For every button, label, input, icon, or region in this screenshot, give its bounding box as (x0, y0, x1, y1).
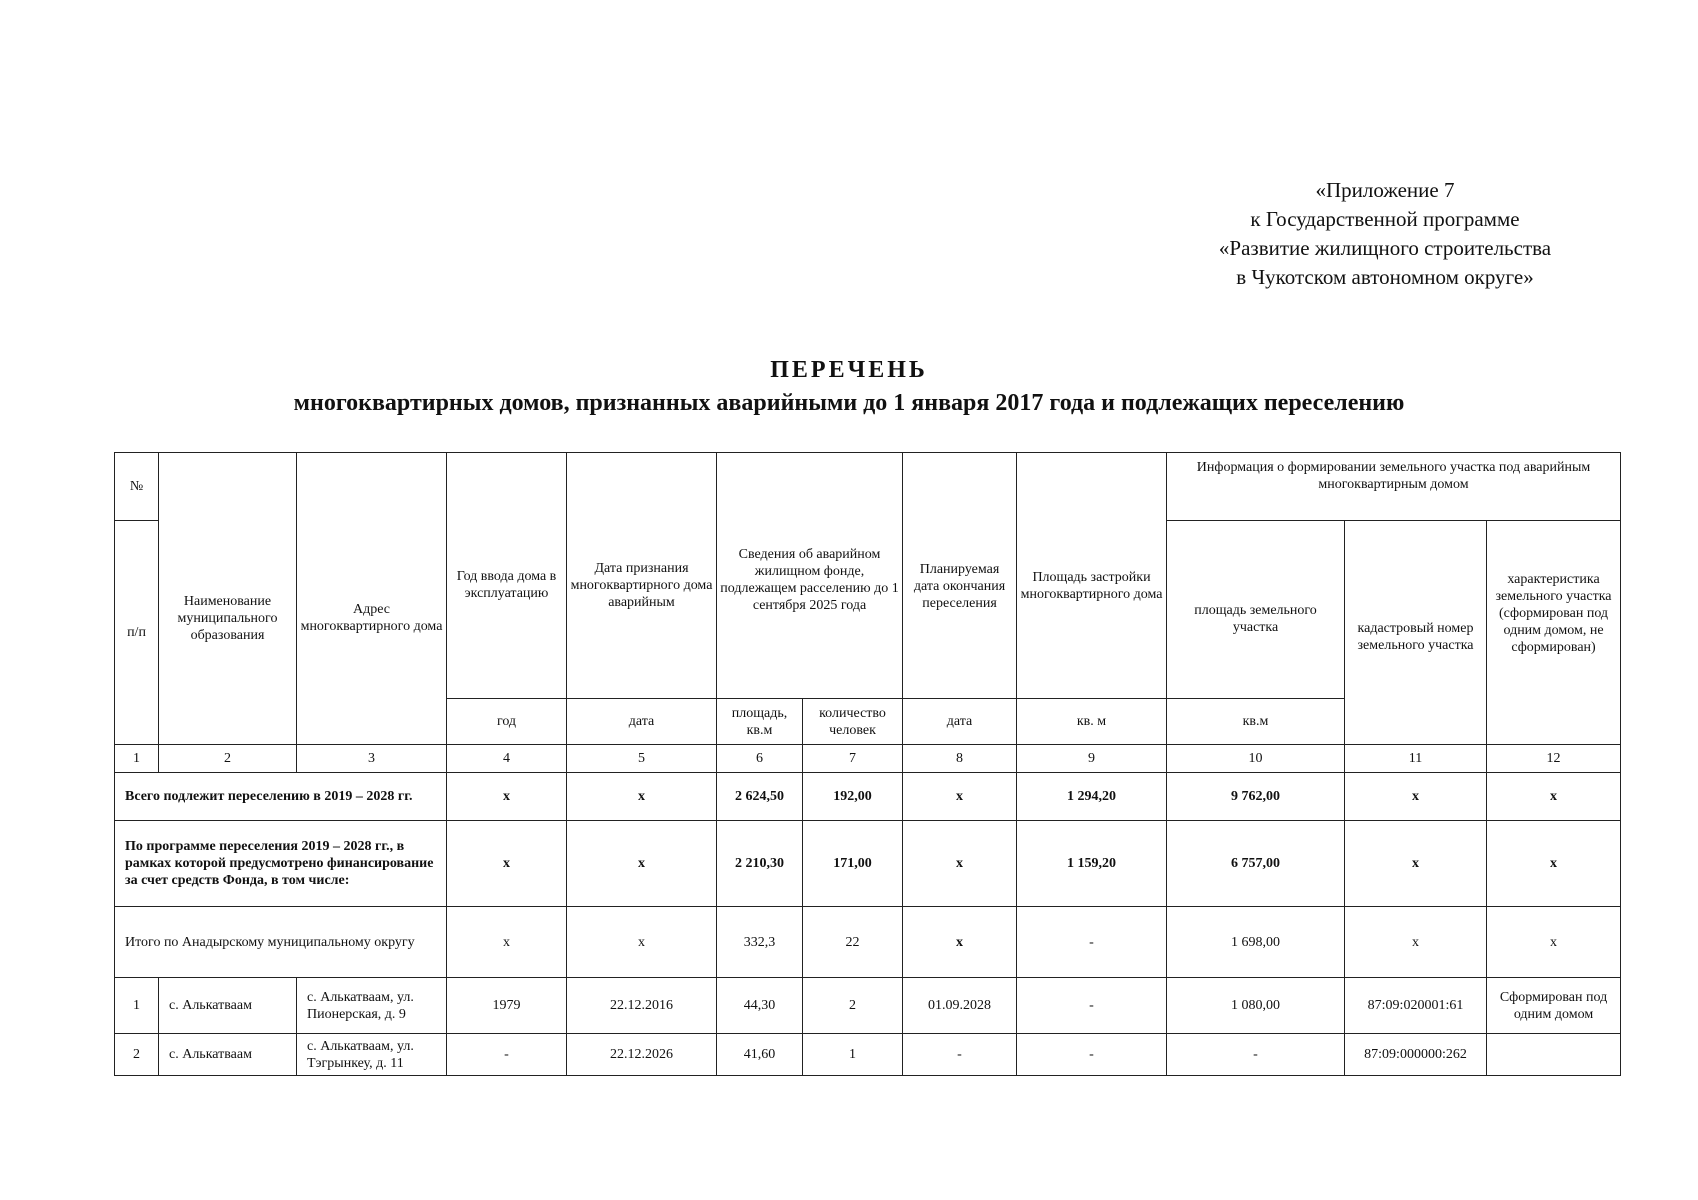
col-number: 5 (567, 745, 717, 773)
header-municipality: Наименование муниципального образования (159, 453, 297, 745)
page-title: ПЕРЕЧЕНЬ (770, 357, 928, 383)
cell-cadastral: 87:09:000000:262 (1345, 1034, 1487, 1076)
cell-building-area: - (1017, 978, 1167, 1034)
col-number: 1 (115, 745, 159, 773)
cell-planned: x (903, 821, 1017, 907)
cell-municipality: с. Алькатваам (159, 978, 297, 1034)
cell-date: x (567, 907, 717, 978)
unit-people: количество человек (803, 699, 903, 745)
col-number: 12 (1487, 745, 1621, 773)
cell-area: 332,3 (717, 907, 803, 978)
cell-area: 41,60 (717, 1034, 803, 1076)
col-number: 6 (717, 745, 803, 773)
cell-land-area: 6 757,00 (1167, 821, 1345, 907)
cell-people: 2 (803, 978, 903, 1034)
header-cadastral: кадастровый номер земельного участка (1345, 521, 1487, 745)
header-planned-date: Планируемая дата окончания переселения (903, 453, 1017, 699)
cell-year: x (447, 821, 567, 907)
col-number: 2 (159, 745, 297, 773)
cell-year: 1979 (447, 978, 567, 1034)
header-year-built: Год ввода дома в эксплуатацию (447, 453, 567, 699)
cell-planned: 01.09.2028 (903, 978, 1017, 1034)
col-number: 9 (1017, 745, 1167, 773)
cell-date: x (567, 773, 717, 821)
header-row (115, 453, 1621, 521)
col-number: 3 (297, 745, 447, 773)
header-land-info: Информация о формировании земельного участка под аварийным многоквартирным домом (1167, 453, 1621, 521)
appendix-note (1160, 176, 1610, 292)
col-number: 8 (903, 745, 1017, 773)
unit-date: дата (567, 699, 717, 745)
cell-cadastral: x (1345, 773, 1487, 821)
summary-row-total (115, 773, 1621, 821)
cell-land-area: 9 762,00 (1167, 773, 1345, 821)
column-numbers-row (115, 745, 1621, 773)
cell-area: 2 210,30 (717, 821, 803, 907)
unit-area: площадь, кв.м (717, 699, 803, 745)
summary-row-fund (115, 821, 1621, 907)
header-building-area: Площадь застройки многоквартирного дома (1017, 453, 1167, 699)
page-subtitle: многоквартирных домов, признанных аварийными до 1 января 2017 года и подлежащих переселению (293, 390, 1405, 416)
cell-land-area: 1 080,00 (1167, 978, 1345, 1034)
cell-land-char: x (1487, 907, 1621, 978)
housing-table (114, 452, 1621, 1076)
unit-land-area: кв.м (1167, 699, 1345, 745)
cell-people: 192,00 (803, 773, 903, 821)
header-emergency-fund: Сведения об аварийном жилищном фонде, подлежащем расселению до 1 сентября 2025 года (717, 453, 903, 699)
cell-people: 171,00 (803, 821, 903, 907)
cell-address: с. Алькатваам, ул. Пионерская, д. 9 (297, 978, 447, 1034)
cell-building-area: 1 159,20 (1017, 821, 1167, 907)
cell-cadastral: x (1345, 907, 1487, 978)
cell-area: 2 624,50 (717, 773, 803, 821)
cell-people: 1 (803, 1034, 903, 1076)
appendix-line: к Государственной программе (1250, 207, 1520, 231)
summary-label: Итого по Анадырскому муниципальному округу (115, 907, 447, 978)
cell-municipality: с. Алькатваам (159, 1034, 297, 1076)
unit-planned-date: дата (903, 699, 1017, 745)
header-recognition-date: Дата признания многоквартирного дома аварийным (567, 453, 717, 699)
cell-land-char: x (1487, 773, 1621, 821)
table-row (115, 978, 1621, 1034)
cell-building-area: 1 294,20 (1017, 773, 1167, 821)
appendix-line: «Приложение 7 (1315, 178, 1455, 202)
cell-planned: x (903, 907, 1017, 978)
col-number: 10 (1167, 745, 1345, 773)
cell-date: 22.12.2016 (567, 978, 717, 1034)
cell-year: x (447, 907, 567, 978)
col-number: 7 (803, 745, 903, 773)
cell-land-char: x (1487, 821, 1621, 907)
col-number: 11 (1345, 745, 1487, 773)
cell-building-area: - (1017, 1034, 1167, 1076)
summary-row-anadyr (115, 907, 1621, 978)
table-row (115, 1034, 1621, 1076)
cell-land-char (1487, 1034, 1621, 1076)
cell-year: x (447, 773, 567, 821)
summary-label: Всего подлежит переселению в 2019 – 2028 гг. (115, 773, 447, 821)
cell-people: 22 (803, 907, 903, 978)
cell-date: 22.12.2026 (567, 1034, 717, 1076)
cell-address: с. Алькатваам, ул. Тэгрынкеу, д. 11 (297, 1034, 447, 1076)
unit-year: год (447, 699, 567, 745)
appendix-line: «Развитие жилищного строительства (1218, 236, 1552, 260)
cell-planned: - (903, 1034, 1017, 1076)
cell-year: - (447, 1034, 567, 1076)
summary-label: По программе переселения 2019 – 2028 гг., в рамках которой предусмотрено финансирование за счет средств Фонда, в том числе: (115, 821, 447, 907)
cell-no: 2 (115, 1034, 159, 1076)
header-no-pp: п/п (115, 521, 159, 745)
cell-cadastral: 87:09:020001:61 (1345, 978, 1487, 1034)
header-land-char: характеристика земельного участка (сформирован под одним домом, не сформирован) (1487, 521, 1621, 745)
cell-building-area: - (1017, 907, 1167, 978)
cell-planned: x (903, 773, 1017, 821)
cell-cadastral: x (1345, 821, 1487, 907)
cell-no: 1 (115, 978, 159, 1034)
cell-land-area: 1 698,00 (1167, 907, 1345, 978)
unit-building-area: кв. м (1017, 699, 1167, 745)
col-number: 4 (447, 745, 567, 773)
cell-land-char: Сформирован под одним домом (1487, 978, 1621, 1034)
header-no: № (115, 453, 159, 521)
cell-land-area: - (1167, 1034, 1345, 1076)
cell-date: x (567, 821, 717, 907)
header-address: Адрес многоквартирного дома (297, 453, 447, 745)
cell-area: 44,30 (717, 978, 803, 1034)
header-land-area: площадь земельного участка (1167, 521, 1345, 699)
appendix-line: в Чукотском автономном округе» (1236, 265, 1534, 289)
